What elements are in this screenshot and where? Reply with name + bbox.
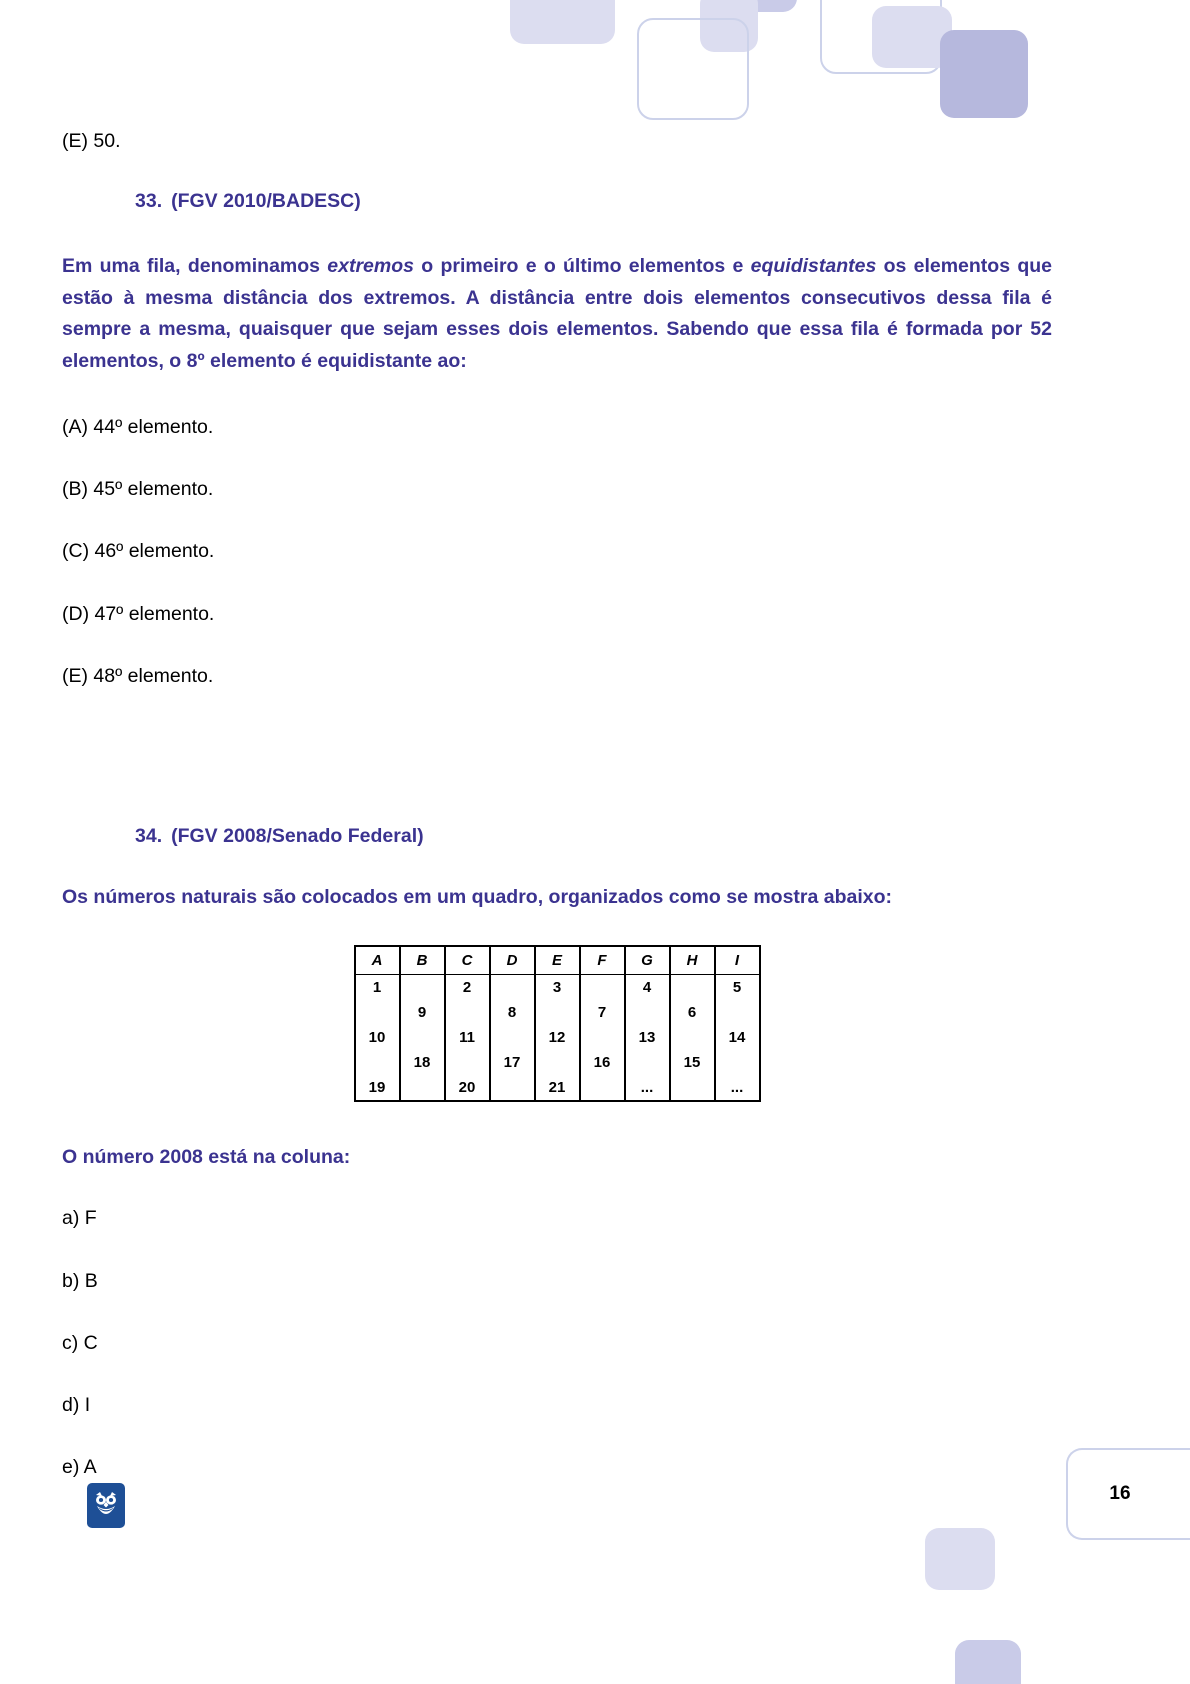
table-cell: 11	[445, 1025, 490, 1050]
table-cell	[490, 1075, 535, 1101]
table-cell: 5	[715, 975, 760, 1001]
question-34-option-c: c) C	[62, 1331, 98, 1354]
table-col-header: H	[670, 946, 715, 975]
table-cell	[670, 1075, 715, 1101]
table-cell	[445, 1050, 490, 1075]
statement-italic-2: equidistantes	[750, 255, 877, 278]
table-col-header: A	[355, 946, 400, 975]
table-cell	[715, 1000, 760, 1025]
table-cell: 2	[445, 975, 490, 1001]
deco-outline-1	[637, 18, 749, 120]
question-34-number: 34.	[135, 825, 163, 848]
table-col-header: G	[625, 946, 670, 975]
table-cell	[715, 1050, 760, 1075]
table-cell: 7	[580, 1000, 625, 1025]
number-grid-figure	[62, 945, 1052, 1102]
statement-part-2: o primeiro e o último elementos e	[414, 255, 751, 278]
question-34-option-e: e) A	[62, 1456, 97, 1479]
table-cell	[400, 975, 445, 1001]
table-cell: 9	[400, 1000, 445, 1025]
table-cell: 20	[445, 1075, 490, 1101]
table-cell	[670, 1025, 715, 1050]
question-33-heading	[62, 190, 1052, 213]
statement-part-3: os elementos que estão à mesma distância dos extremos. A distância entre dois elementos consecutivos dessa fila é sempre a mesma, quaisquer que sejam esses dois elementos. Sabendo que essa fila é formada por 52 elementos, o 8º elemento é equidistante ao:	[62, 255, 1052, 373]
table-cell: 21	[535, 1075, 580, 1101]
question-33-option-b: (B) 45º elemento.	[62, 477, 214, 500]
table-cell: 14	[715, 1025, 760, 1050]
table-cell	[400, 1075, 445, 1101]
table-cell: 3	[535, 975, 580, 1001]
table-cell	[355, 1050, 400, 1075]
table-cell: ...	[625, 1075, 670, 1101]
table-cell: 17	[490, 1050, 535, 1075]
question-33-option-e: (E) 48º elemento.	[62, 664, 214, 687]
question-33-number: 33.	[135, 190, 163, 213]
table-row	[355, 1050, 760, 1075]
table-cell: 4	[625, 975, 670, 1001]
table-col-header: D	[490, 946, 535, 975]
question-34-prompt: O número 2008 está na coluna:	[62, 1146, 351, 1169]
question-34-source: (FGV 2008/Senado Federal)	[171, 825, 424, 848]
question-34-statement: Os números naturais são colocados em um quadro, organizados como se mostra abaixo:	[62, 886, 893, 909]
table-cell: 13	[625, 1025, 670, 1050]
table-cell: 18	[400, 1050, 445, 1075]
table-cell	[535, 1000, 580, 1025]
table-cell: 6	[670, 1000, 715, 1025]
table-cell: 8	[490, 1000, 535, 1025]
table-col-header: I	[715, 946, 760, 975]
deco-square-footer-1	[925, 1528, 995, 1590]
question-33-option-d: (D) 47º elemento.	[62, 602, 215, 625]
question-33-option-a: (A) 44º elemento.	[62, 415, 214, 438]
table-cell: 19	[355, 1075, 400, 1101]
number-grid-table	[354, 945, 761, 1102]
table-cell	[580, 975, 625, 1001]
table-cell	[400, 1025, 445, 1050]
table-cell	[535, 1050, 580, 1075]
question-34-option-a: a) F	[62, 1207, 97, 1230]
question-34-option-b: b) B	[62, 1269, 98, 1292]
table-cell	[490, 1025, 535, 1050]
table-cell: 15	[670, 1050, 715, 1075]
table-cell	[625, 1050, 670, 1075]
table-cell	[445, 1000, 490, 1025]
table-col-header: F	[580, 946, 625, 975]
table-cell: ...	[715, 1075, 760, 1101]
table-cell: 12	[535, 1025, 580, 1050]
table-cell: 16	[580, 1050, 625, 1075]
table-col-header: C	[445, 946, 490, 975]
question-34-heading	[62, 825, 1052, 848]
section-spacer	[62, 725, 1052, 825]
table-col-header: B	[400, 946, 445, 975]
table-row	[355, 975, 760, 1001]
page-number: 16	[1109, 1483, 1131, 1504]
question-33-source: (FGV 2010/BADESC)	[171, 190, 361, 213]
page-number-box	[1066, 1448, 1190, 1540]
table-row	[355, 1000, 760, 1025]
question-34-option-d: d) I	[62, 1394, 91, 1417]
table-cell: 1	[355, 975, 400, 1001]
table-col-header: E	[535, 946, 580, 975]
table-cell	[625, 1000, 670, 1025]
table-cell: 10	[355, 1025, 400, 1050]
previous-option-e: (E) 50.	[62, 130, 121, 152]
table-row	[355, 1075, 760, 1101]
deco-square-footer-2	[955, 1640, 1021, 1684]
question-33-statement	[62, 251, 1052, 377]
statement-part-1: Em uma fila, denominamos	[62, 255, 328, 278]
page-content	[62, 128, 1052, 1517]
table-header-row	[355, 946, 760, 975]
question-33-option-c: (C) 46º elemento.	[62, 540, 215, 563]
table-cell	[670, 975, 715, 1001]
owl-logo-icon	[87, 1483, 125, 1528]
table-row	[355, 1025, 760, 1050]
deco-square-1	[510, 0, 615, 44]
table-cell	[490, 975, 535, 1001]
deco-square-5	[940, 30, 1028, 118]
table-cell	[355, 1000, 400, 1025]
statement-italic-1: extremos	[327, 255, 414, 278]
table-cell	[580, 1075, 625, 1101]
table-cell	[580, 1025, 625, 1050]
